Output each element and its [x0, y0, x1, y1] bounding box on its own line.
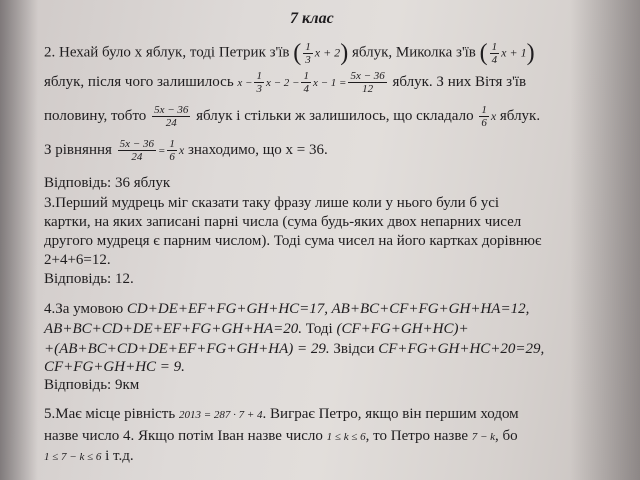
p5-l3-text: і т.д. [105, 448, 134, 464]
fraction-numerator: 1 [491, 40, 498, 53]
p2-line-3 [44, 104, 540, 129]
p2-expr-3: x − 1 = [312, 76, 347, 89]
p2-expr-2: x − 2 − [265, 76, 300, 89]
p2-l4-text-a: З рівняння [44, 141, 112, 158]
p4-l2-sum: (CF+FG+GH+HC)+ [336, 321, 469, 337]
p2-fraction-c [348, 70, 386, 95]
page-shadow-right [570, 0, 640, 480]
p2-answer: Відповідь: 36 яблук [44, 175, 171, 191]
p4-line-1 [44, 300, 529, 318]
fraction-denominator: 6 [169, 151, 175, 163]
fraction-denominator: 3 [256, 83, 262, 95]
p4-l1-equations: CD+DE+EF+FG+GH+HC=17, AB+BC+CF+FG+GH+HA=12, [126, 301, 530, 317]
fraction-denominator: 24 [131, 151, 143, 163]
p3-line-2: картки, на яких записані парні числа (сума будь-яких двох непарних чисел [44, 214, 522, 230]
p2-expr-tail: x + 2 [314, 45, 341, 60]
p2-equals: = [157, 144, 166, 157]
p3-line-4: 2+4+6=12. [44, 252, 111, 268]
p2-l2-text-b: яблук. З них Вітя з'їв [392, 73, 527, 90]
fraction-numerator: 1 [481, 104, 487, 116]
fraction-numerator: 1 [256, 70, 262, 82]
fraction-denominator: 4 [491, 53, 498, 66]
grade-heading: 7 клас [290, 10, 334, 27]
p2-l1-text-a: 2. Нехай було х яблук, тоді Петрик з'їв [44, 44, 290, 61]
fraction-denominator: 6 [481, 117, 487, 129]
p4-line-4: CF+FG+GH+HC = 9. [44, 359, 185, 375]
p5-l2-inequality: 1 ≤ k ≤ 6 [326, 431, 366, 443]
p5-l1-equality: 2013 = 287 · 7 + 4 [178, 409, 263, 421]
p4-l1-text-a: 4.За умовою [44, 301, 124, 317]
p5-l2-text-a: назве число 4. Якщо потім Іван назве число [44, 428, 323, 444]
p2-l3-text-c: яблук. [499, 107, 541, 124]
fraction-numerator: 1 [305, 40, 311, 53]
p2-l1-text-b: яблук, Миколка з'їв [351, 44, 476, 61]
p4-line-3 [44, 340, 544, 358]
p2-expr-tail-2: x + 1 [501, 45, 527, 60]
p5-l2-text-b: , то Петро назве [365, 428, 468, 444]
p5-l3-inequality: 1 ≤ 7 − k ≤ 6 [44, 451, 102, 463]
p2-line-1 [44, 40, 535, 66]
fraction-numerator: 5x − 36 [154, 104, 189, 116]
p5-l2-text-c: , бо [495, 428, 518, 444]
p2-l4-text-b: знаходимо, що х = 36. [187, 141, 328, 158]
p5-line-2 [44, 427, 518, 446]
fraction-denominator: 12 [362, 83, 374, 95]
p4-l2-equation: AB+BC+CD+DE+EF+FG+GH+HA=20. [44, 321, 303, 337]
p2-close-paren-2: ) [526, 40, 535, 66]
p2-fraction-one-third [303, 41, 313, 66]
fraction-numerator: 5x − 36 [350, 70, 385, 82]
p2-l2-text-a: яблук, після чого залишилось [44, 73, 234, 90]
p5-l1-text-b: . Виграє Петро, якщо він першим ходом [262, 406, 519, 422]
p2-line-2 [44, 70, 526, 95]
fraction-numerator: 1 [303, 70, 309, 82]
p4-l3-sum: +(AB+BC+CD+DE+EF+FG+GH+HA) = 29. [44, 341, 330, 357]
p2-open-paren: ( [293, 40, 302, 66]
p2-equation-left [118, 138, 156, 163]
fraction-denominator: 4 [303, 83, 309, 95]
p2-l3-text-b: яблук і стільки ж залишилось, що складало [196, 107, 474, 124]
p2-open-paren-2: ( [479, 40, 488, 66]
p2-fraction-one-sixth [479, 104, 489, 129]
p2-var-x: x [490, 108, 497, 123]
p2-var-x-2: x [178, 142, 185, 157]
p2-fraction-one-quarter [490, 41, 500, 66]
p3-line-3: другого мудреця є парним числом). Тоді сума чисел на його картках дорівнює [44, 233, 542, 249]
p2-l3-text-a: половину, тобто [44, 107, 147, 124]
p2-fraction-b [301, 70, 311, 95]
p2-fraction-half [152, 104, 190, 129]
p4-l3-text: Звідси [333, 341, 375, 357]
p4-answer: Відповідь: 9км [44, 377, 140, 393]
p3-answer: Відповідь: 12. [44, 271, 134, 287]
fraction-numerator: 1 [169, 138, 175, 150]
p4-line-2 [44, 320, 469, 338]
p2-expr-1: x − [237, 76, 253, 89]
p5-line-3 [44, 447, 134, 466]
p4-l3-result: CF+FG+GH+HC+20=29, [378, 341, 545, 357]
p5-l1-text-a: 5.Має місце рівність [44, 406, 176, 422]
p2-line-4 [44, 138, 328, 163]
fraction-denominator: 24 [165, 117, 177, 129]
p5-l2-expression: 7 − k [471, 431, 496, 443]
fraction-numerator: 5x − 36 [119, 138, 154, 150]
fraction-denominator: 3 [305, 53, 311, 66]
p3-line-1: 3.Перший мудрець міг сказати таку фразу лише коли у нього були б усі [44, 195, 500, 211]
p2-close-paren: ) [340, 40, 349, 66]
p2-equation-right [167, 138, 177, 163]
page-shadow-left [0, 0, 38, 480]
p5-line-1 [44, 405, 519, 424]
p2-fraction-a [254, 70, 264, 95]
p4-l2-text: Тоді [305, 321, 333, 337]
